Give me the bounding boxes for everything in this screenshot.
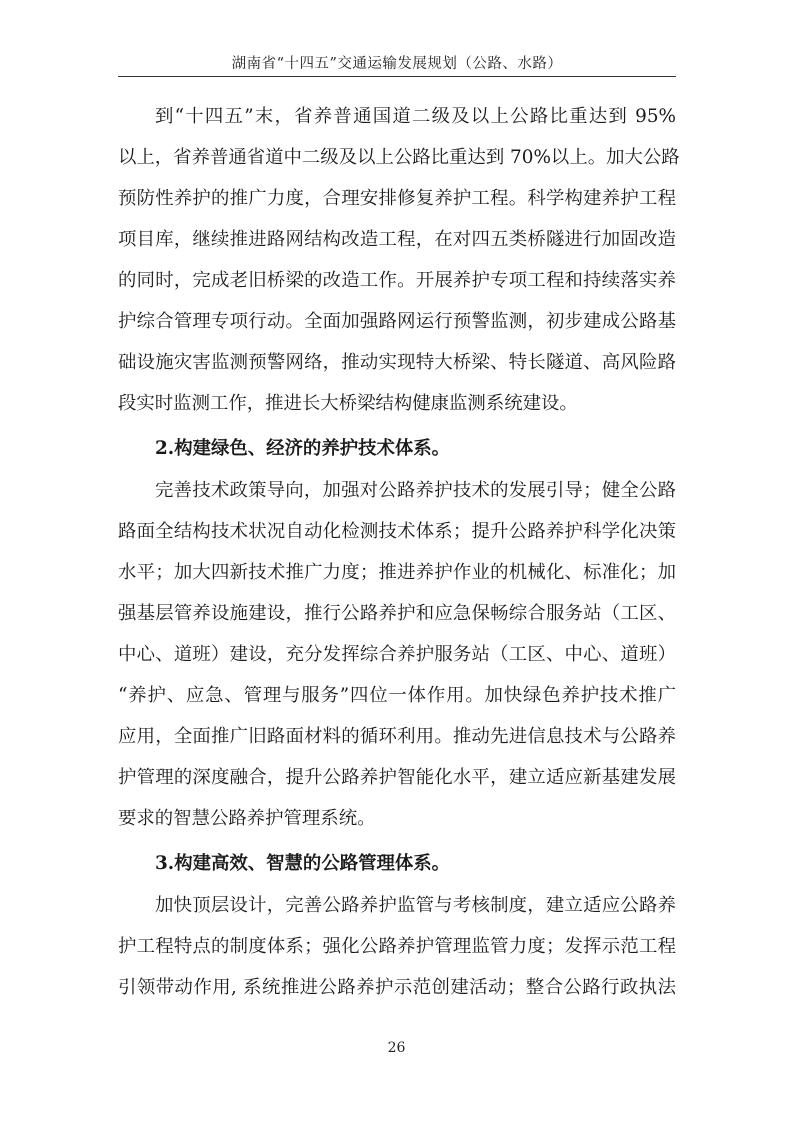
header-rule bbox=[118, 76, 676, 77]
running-header: 湖南省“十四五”交通运输发展规划（公路、水路） bbox=[231, 56, 563, 72]
page-number: 26 bbox=[387, 1040, 406, 1056]
